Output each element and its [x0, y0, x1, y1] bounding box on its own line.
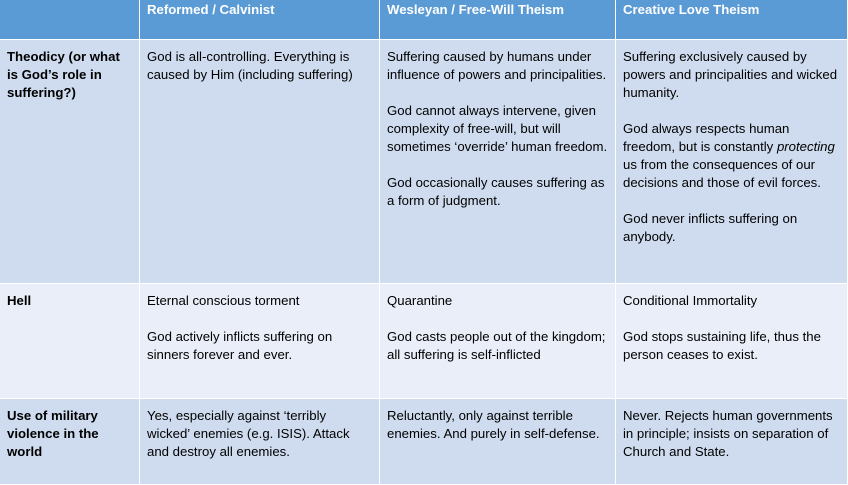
- cell-text: Suffering exclusively caused by powers and principalities and wicked humanity.: [623, 49, 838, 100]
- cell-military-wesleyan: [380, 399, 616, 485]
- cell-text: Conditional Immortality: [623, 293, 758, 308]
- cell-theodicy-calvinist: [140, 40, 380, 284]
- cell-hell-calvinist: [140, 284, 380, 399]
- cell-theodicy-creative: [616, 40, 848, 284]
- header-corner: [0, 0, 140, 40]
- cell-text: Reluctantly, only against terrible enemies. And purely in self-defense.: [387, 408, 600, 441]
- cell-text: God casts people out of the kingdom; all suffering is self-inflicted: [387, 329, 606, 362]
- row-label-military-violence: Use of military violence in the world: [0, 399, 140, 485]
- cell-hell-wesleyan: [380, 284, 616, 399]
- cell-text: Quarantine: [387, 293, 453, 308]
- text-run: us from the consequences of our decisions and those of evil forces.: [623, 157, 821, 190]
- row-label-theodicy: Theodicy (or what is God’s role in suffering?): [0, 40, 140, 284]
- cell-text: God occasionally causes suffering as a form of judgment.: [387, 175, 605, 208]
- cell-text: Yes, especially against ‘terribly wicked’ enemies (e.g. ISIS). Attack and destroy all enemies.: [147, 408, 350, 459]
- cell-text: God is all-controlling. Everything is caused by Him (including suffering): [147, 49, 353, 82]
- header-creative-love: Creative Love Theism: [616, 0, 848, 40]
- cell-text-emphasis: [623, 120, 840, 192]
- cell-text: God never inflicts suffering on anybody.: [623, 211, 798, 244]
- cell-text: Suffering caused by humans under influence of powers and principalities.: [387, 49, 607, 82]
- header-wesleyan: Wesleyan / Free-Will Theism: [380, 0, 616, 40]
- row-label-hell: Hell: [0, 284, 140, 399]
- cell-text: Eternal conscious torment: [147, 293, 300, 308]
- cell-military-calvinist: [140, 399, 380, 485]
- text-run: God always respects human freedom, but is constantly: [623, 121, 790, 154]
- cell-text: God actively inflicts suffering on sinners forever and ever.: [147, 329, 333, 362]
- cell-hell-creative: [616, 284, 848, 399]
- header-reformed-calvinist: Reformed / Calvinist: [140, 0, 380, 40]
- cell-text: God cannot always intervene, given complexity of free-will, but will sometimes ‘override’ human freedom.: [387, 103, 608, 154]
- cell-text: Never. Rejects human governments in principle; insists on separation of Church and State.: [623, 408, 833, 459]
- cell-military-creative: [616, 399, 848, 485]
- cell-theodicy-wesleyan: [380, 40, 616, 284]
- emphasis-text: protecting: [776, 139, 835, 154]
- cell-text: God stops sustaining life, thus the person ceases to exist.: [623, 329, 821, 362]
